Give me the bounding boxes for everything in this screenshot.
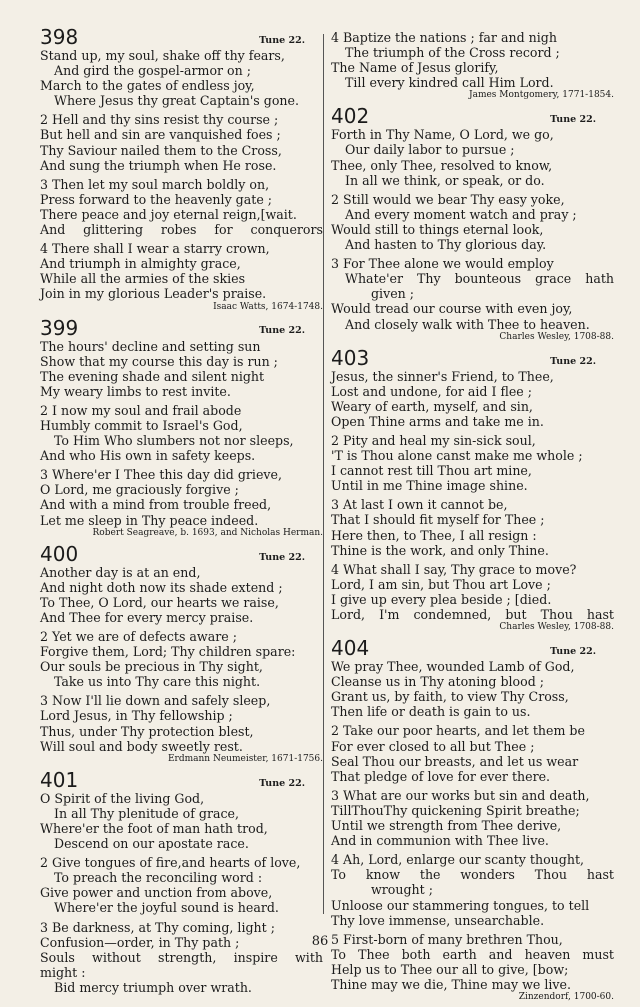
verse-line: Forgive them, Lord; Thy children spare: (40, 644, 296, 660)
verse-line: Forth in Thy Name, O Lord, we go, (331, 127, 554, 143)
stanza (331, 256, 614, 331)
tune-label: Tune 22. (259, 34, 305, 46)
verse-line: Lord, I'm condemned, but Thou hast (331, 607, 614, 622)
verse-line: The Name of Jesus glorify, (331, 60, 499, 76)
right-column (331, 26, 614, 1007)
stanza (40, 177, 323, 237)
verse-line: Humbly commit to Israel's God, (40, 417, 243, 433)
verse-line: Stand up, my soul, shake off thy fears, (40, 48, 285, 63)
verse-line: To Thee, O Lord, our hearts we raise, (40, 594, 279, 610)
verse-line: 3 Now I'll lie down and safely sleep, (40, 693, 271, 709)
hymn-header (40, 543, 323, 565)
stanza (331, 127, 614, 187)
verse-line: Help us to Thee our all to give, [bow; (331, 961, 569, 977)
stanza (40, 629, 323, 689)
stanza (40, 403, 323, 463)
verse-line: Descend on our apostate race. (54, 836, 249, 852)
author-attribution: Charles Wesley, 1708-88. (499, 331, 614, 342)
verse-line: The hours' decline and setting sun (40, 338, 261, 354)
verse-line: 4 Ah, Lord, enlarge our scanty thought, (331, 852, 585, 868)
verse-line: Show that my course this day is run ; (40, 353, 278, 369)
verse-line: Give power and unction from above, (40, 885, 273, 901)
verse-line: Until in me Thine image shine. (331, 478, 528, 494)
verse-line: 2 Hell and thy sins resist thy course ; (40, 112, 279, 128)
stanza (331, 788, 614, 848)
verse-line: 4 Baptize the nations ; far and nigh (331, 30, 557, 45)
verse-line: In all Thy plenitude of grace, (54, 805, 240, 821)
verse-line: Thine is the work, and only Thine. (331, 542, 549, 558)
stanza (40, 48, 323, 108)
verse-line: Take us into Thy care this night. (54, 674, 261, 690)
verse-line: That pledge of love for ever there. (331, 768, 551, 784)
verse-line: I cannot rest till Thou art mine, (331, 463, 532, 479)
verse-line: And sung the triumph when He rose. (40, 157, 277, 173)
hymn-number: 402 (331, 104, 370, 129)
stanza (331, 369, 614, 429)
stanza (40, 112, 323, 172)
author-attribution: Zinzendorf, 1700-60. (518, 992, 614, 1003)
hymn-header (331, 105, 614, 127)
verse-line: March to the gates of endless joy, (40, 78, 255, 94)
verse-line: 3 For Thee alone we would employ (331, 256, 554, 272)
verse-line: 4 There shall I wear a starry crown, (40, 241, 270, 257)
verse-line: given ; (371, 286, 415, 302)
tune-label: Tune 22. (259, 777, 305, 789)
verse-line: Seal Thou our breasts, and let us wear (331, 753, 579, 769)
verse-line: Bid mercy triumph over wrath. (54, 979, 252, 995)
verse-line: wrought ; (371, 882, 433, 898)
hymn (331, 30, 614, 101)
verse-line: To Thee both earth and heaven must (331, 946, 614, 962)
author-attribution: Erdmann Neumeister, 1671-1756. (167, 753, 323, 764)
stanza (331, 562, 614, 622)
verse-line: But hell and sin are vanquished foes ; (40, 127, 281, 143)
verse-line: 3 At last I own it cannot be, (331, 497, 508, 513)
verse-line: Let me sleep in Thy peace indeed. (40, 512, 259, 528)
author-attribution: Isaac Watts, 1674-1748. (213, 301, 323, 312)
verse-line: Confusion—order, in Thy path ; (40, 934, 240, 950)
verse-line: 3 Be darkness, at Thy coming, light ; (40, 919, 275, 935)
verse-line: Thus, under Thy protection blest, (40, 723, 254, 739)
stanza (331, 192, 614, 252)
hymn (40, 769, 323, 995)
author-attribution: Charles Wesley, 1708-88. (499, 622, 614, 633)
verse-line: TillThouThy quickening Spirit breathe; (331, 802, 580, 818)
verse-line: I give up every plea beside ; [died. (331, 591, 552, 607)
stanza (331, 852, 614, 927)
hymn-number: 404 (331, 636, 370, 661)
tune-label: Tune 22. (259, 325, 305, 337)
hymn-number: 398 (40, 25, 79, 49)
verse-line: 5 First-born of many brethren Thou, (331, 931, 563, 947)
verse-line: The evening shade and silent night (40, 368, 265, 384)
verse-line: My weary limbs to rest invite. (40, 383, 231, 399)
tune-label: Tune 22. (550, 114, 596, 126)
verse-line: Souls without strength, inspire with (40, 949, 323, 965)
verse-line: Our souls be precious in Thy sight, (40, 659, 263, 675)
verse-line: To know the wonders Thou hast (331, 867, 614, 883)
hymn-header (40, 769, 323, 791)
left-column (40, 26, 323, 999)
verse-line: Weary of earth, myself, and sin, (331, 398, 533, 414)
verse-line: And in communion with Thee live. (331, 833, 549, 849)
hymn-header (331, 637, 614, 659)
verse-line: And triumph in almighty grace, (40, 256, 241, 272)
verse-line: Lost and undone, for aid I flee ; (331, 383, 532, 399)
stanza (40, 693, 323, 753)
verse-line: Where'er the joyful sound is heard. (54, 900, 279, 916)
stanza (40, 339, 323, 399)
stanza (40, 467, 323, 527)
verse-line: Press forward to the heavenly gate ; (40, 191, 273, 207)
verse-line: Till every kindred call Him Lord. (345, 75, 554, 91)
verse-line: To preach the reconciling word : (54, 870, 263, 886)
verse-line: That I should fit myself for Thee ; (331, 512, 545, 528)
verse-line: Unloose our stammering tongues, to tell (331, 897, 590, 913)
verse-line: 2 I now my soul and frail abode (40, 402, 242, 418)
verse-line: Here then, to Thee, I all resign : (331, 527, 537, 543)
stanza (40, 565, 323, 625)
stanza (40, 241, 323, 301)
stanza (40, 791, 323, 851)
verse-line: O Spirit of the living God, (40, 790, 205, 806)
verse-line: Our daily labor to pursue ; (345, 142, 515, 158)
verse-line: Until we strength from Thee derive, (331, 818, 562, 834)
hymn-number: 399 (40, 315, 79, 340)
verse-line: There peace and joy eternal reign,[wait. (40, 206, 297, 222)
tune-label: Tune 22. (550, 355, 596, 367)
verse-line: Then life or death is gain to us. (331, 704, 531, 720)
verse-line: And glittering robes for conquerors (40, 222, 323, 238)
stanza (40, 920, 323, 995)
verse-line: And Thee for every mercy praise. (40, 609, 254, 625)
hymn-header (40, 26, 323, 48)
verse-line: And hasten to Thy glorious day. (345, 237, 547, 253)
verse-line: 4 What shall I say, Thy grace to move? (331, 561, 577, 577)
hymn-number: 401 (40, 767, 79, 792)
verse-line: And night doth now its shade extend ; (40, 579, 283, 595)
verse-line: The triumph of the Cross record ; (345, 45, 560, 61)
verse-line: 2 Yet we are of defects aware ; (40, 629, 237, 644)
verse-line: 3 Then let my soul march boldly on, (40, 176, 270, 192)
verse-line: 3 What are our works but sin and death, (331, 787, 590, 803)
verse-line: 3 Where'er I Thee this day did grieve, (40, 467, 282, 483)
verse-line: To Him Who slumbers not nor sleeps, (54, 433, 294, 449)
hymn (40, 26, 323, 313)
verse-line: And every moment watch and pray ; (345, 206, 577, 222)
verse-line: And closely walk with Thee to heaven. (345, 316, 590, 332)
hymn (331, 347, 614, 634)
hymn-header (331, 347, 614, 369)
stanza (331, 659, 614, 719)
verse-line: And gird the gospel-armor on ; (54, 63, 251, 79)
hymn (40, 543, 323, 765)
verse-line: 'T is Thou alone canst make me whole ; (331, 448, 583, 464)
verse-line: Cleanse us in Thy atoning blood ; (331, 674, 545, 690)
verse-line: Would still to things eternal look, (331, 221, 544, 237)
verse-line: Open Thine arms and take me in. (331, 413, 544, 429)
verse-line: In all we think, or speak, or do. (345, 172, 545, 188)
verse-line: Thee, only Thee, resolved to know, (331, 157, 553, 173)
verse-line: And who His own in safety keeps. (40, 448, 256, 464)
tune-label: Tune 22. (259, 551, 305, 563)
verse-line: Will soul and body sweetly rest. (40, 738, 243, 754)
author-attribution: James Montgomery, 1771-1854. (468, 90, 614, 101)
verse-line: And with a mind from trouble freed, (40, 497, 272, 513)
verse-line: Thy love immense, unsearchable. (331, 912, 545, 928)
stanza (331, 497, 614, 557)
verse-line: Thy Saviour nailed them to the Cross, (40, 142, 282, 158)
stanza (331, 723, 614, 783)
verse-line: 2 Give tongues of fire,and hearts of love, (40, 855, 301, 871)
stanza (331, 30, 614, 90)
hymn-number: 403 (331, 345, 370, 370)
verse-line: Lord, I am sin, but Thou art Love ; (331, 576, 551, 592)
hymn-number: 400 (40, 541, 79, 566)
hymn (40, 317, 323, 539)
verse-line: Thine may we die, Thine may we live. (331, 976, 571, 992)
hymn (331, 105, 614, 342)
verse-line: O Lord, me graciously forgive ; (40, 482, 239, 498)
verse-line: Whate'er Thy bounteous grace hath (345, 271, 614, 287)
tune-label: Tune 22. (550, 646, 596, 657)
verse-line: Lord Jesus, in Thy fellowship ; (40, 708, 233, 724)
hymn-header (40, 317, 323, 339)
verse-line: might : (40, 964, 86, 980)
verse-line: Jesus, the sinner's Friend, to Thee, (331, 368, 554, 384)
stanza (40, 855, 323, 915)
page-number: 86 (311, 934, 329, 949)
verse-line: 2 Pity and heal my sin-sick soul, (331, 432, 536, 448)
author-attribution: Robert Seagreave, b. 1693, and Nicholas Herman. (92, 527, 323, 538)
verse-line: Another day is at an end, (40, 564, 201, 580)
verse-line: While all the armies of the skies (40, 271, 246, 287)
verse-line: Where Jesus thy great Captain's gone. (54, 93, 299, 109)
verse-line: Would tread our course with even joy, (331, 301, 573, 317)
verse-line: Join in my glorious Leader's praise. (40, 286, 267, 302)
verse-line: 2 Still would we bear Thy easy yoke, (331, 191, 565, 207)
verse-line: Where'er the foot of man hath trod, (40, 820, 268, 836)
verse-line: Grant us, by faith, to view Thy Cross, (331, 689, 569, 705)
column-divider (323, 34, 324, 914)
verse-line: 2 Take our poor hearts, and let them be (331, 723, 585, 739)
verse-line: We pray Thee, wounded Lamb of God, (331, 659, 575, 675)
stanza (331, 433, 614, 493)
verse-line: For ever closed to all but Thee ; (331, 738, 535, 754)
